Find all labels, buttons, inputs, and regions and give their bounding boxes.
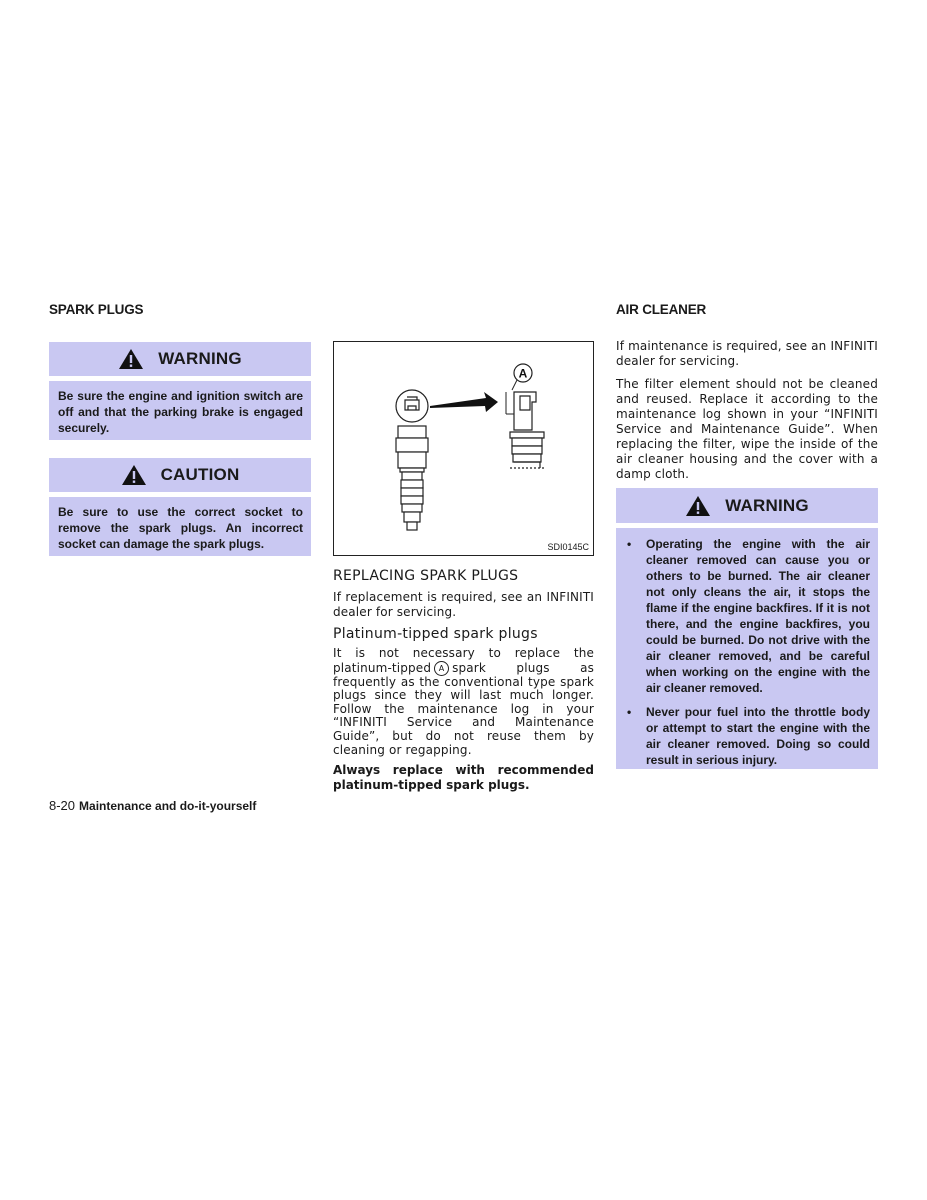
air-cleaner-warning-banner (616, 488, 878, 523)
platinum-text-after: spark plugs as frequently as the conventional type spark plugs since they will last much longer. Follow the maintenance log in your “INFINITI Service and Maintenance Guide”, but do not reuse them by cleaning or regapping. (333, 660, 594, 757)
air-cleaner-warning-label: WARNING (725, 495, 809, 515)
warning-list (625, 536, 870, 768)
replacing-heading: REPLACING SPARK PLUGS (333, 568, 519, 584)
page-footer (49, 798, 256, 813)
warning-triangle-icon (118, 348, 144, 370)
spark-plugs-title: SPARK PLUGS (49, 302, 144, 317)
warning-text: Be sure the engine and ignition switch are off and that the parking brake is engaged securely. (58, 389, 303, 435)
warning-item: • Never pour fuel into the throttle body or attempt to start the engine with the air cleaner removed. Doing so could result in serious injury. (625, 704, 870, 768)
figure-code: SDI0145C (547, 542, 589, 552)
callout-a-label: A (518, 366, 528, 381)
warning-item: • Operating the engine with the air cleaner removed can cause you or others to be burned. The air cleaner not only cleans the air, it stops the flame if the engine backfires. If it is not there, and the engine backfires, you could be burned. Do not drive with the air cleaner removed, and be careful when working on the engine with the air cleaner removed. (625, 536, 870, 696)
spark-plug-figure (333, 341, 594, 556)
platinum-text (333, 647, 594, 757)
air-cleaner-warning-box (616, 528, 878, 769)
warning-text-box (49, 381, 311, 440)
air-cleaner-para2: The filter element should not be cleaned and reused. Replace it according to the maintenance log shown in your “INFINITI Service and Maintenance Guide”. When replacing the filter, wipe the inside of the air cleaner housing and the cover with a damp cloth. (616, 377, 878, 481)
page-number: 8-20 (49, 798, 76, 813)
bold-note: Always replace with recommended platinum-tipped spark plugs. (333, 763, 594, 792)
air-cleaner-title: AIR CLEANER (616, 302, 707, 317)
replacing-text: If replacement is required, see an INFINITI dealer for servicing. (333, 590, 594, 619)
platinum-heading: Platinum-tipped spark plugs (333, 626, 538, 642)
air-cleaner-para1: If maintenance is required, see an INFINITI dealer for servicing. (616, 339, 878, 368)
warning-triangle-icon (685, 495, 711, 517)
callout-a-inline: A (434, 661, 449, 676)
caution-text: Be sure to use the correct socket to remove the spark plugs. An incorrect socket can damage the spark plugs. (58, 505, 303, 551)
warning-label: WARNING (158, 349, 242, 368)
spark-plug-illustration (334, 342, 593, 555)
chapter-title: Maintenance and do-it-yourself (79, 799, 257, 813)
caution-banner (49, 458, 311, 492)
warning-triangle-icon (121, 464, 147, 486)
platinum-text-before: It is not necessary to replace the platinum-tipped (333, 646, 594, 675)
caution-label: CAUTION (160, 465, 240, 484)
warning-banner (49, 342, 311, 376)
caution-text-box (49, 497, 311, 556)
